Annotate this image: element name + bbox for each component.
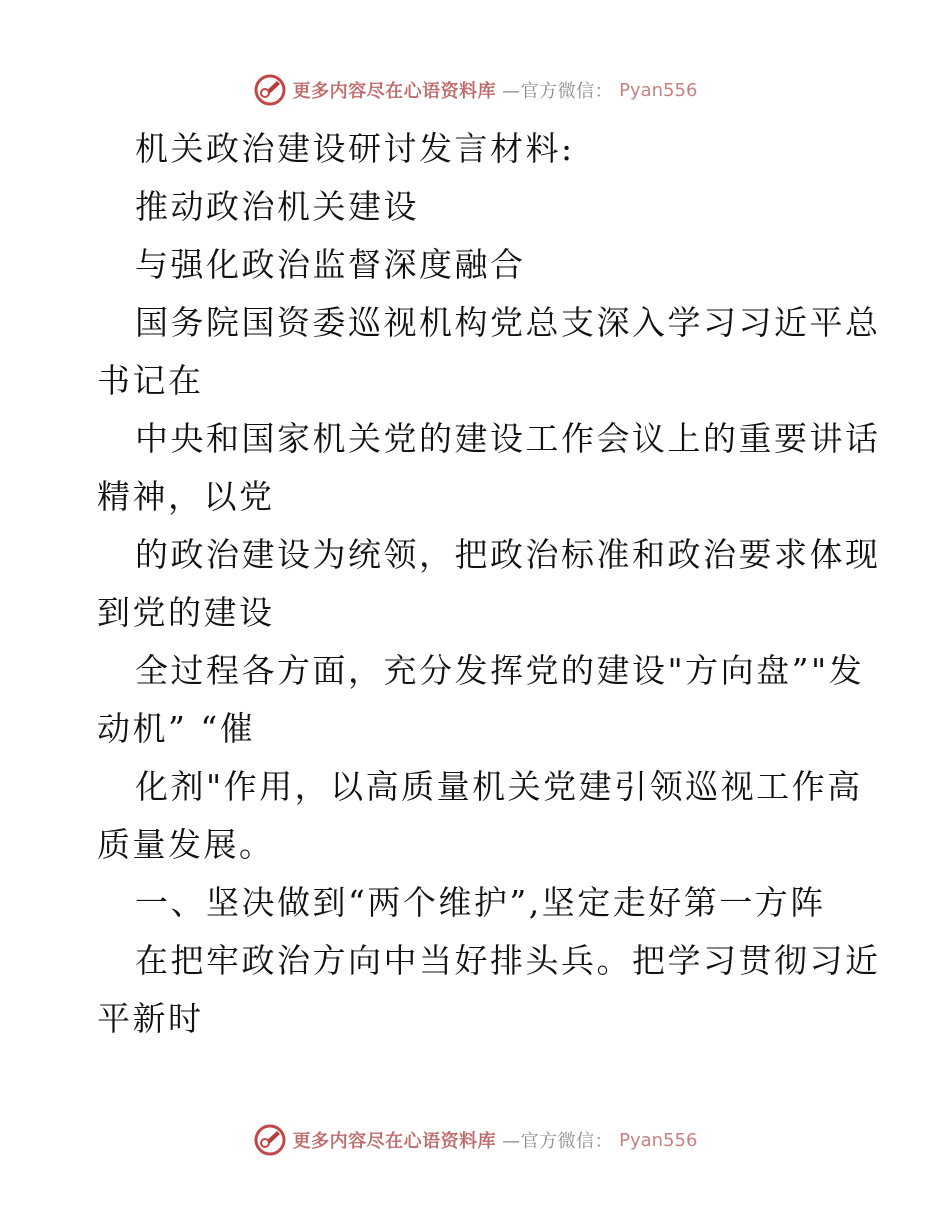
paragraph-line: 精神，以党	[97, 477, 275, 516]
logo-icon	[253, 73, 287, 107]
paragraph-line: 的政治建设为统领，把政治标准和政治要求体现	[135, 535, 881, 574]
paragraph-line: 质量发展。	[97, 825, 275, 864]
watermark-id-text: Pyan556	[619, 1129, 698, 1151]
paragraph-line: 到党的建设	[97, 593, 275, 632]
section-heading: 一、坚决做到“两个维护”,坚定走好第一方阵	[135, 883, 826, 922]
paragraph-line: 在把牢政治方向中当好排头兵。把学习贯彻习近	[135, 941, 881, 980]
watermark-header	[0, 70, 950, 110]
paragraph-line: 国务院国资委巡视机构党总支深入学习习近平总	[135, 303, 881, 342]
paragraph-line: 动机” “催	[97, 709, 256, 748]
doc-subtitle-line-1: 推动政治机关建设	[135, 187, 419, 226]
watermark-main-text: 更多内容尽在心语资料库	[292, 1131, 497, 1152]
watermark-main-text: 更多内容尽在心语资料库	[292, 81, 497, 102]
document-body	[97, 120, 881, 1048]
doc-subtitle-line-2: 与强化政治监督深度融合	[135, 245, 526, 284]
doc-title: 机关政治建设研讨发言材料:	[135, 129, 575, 168]
watermark-sub-text: —官方微信：	[502, 81, 614, 102]
watermark-sub-text: —官方微信：	[502, 1131, 614, 1152]
paragraph-line: 中央和国家机关党的建设工作会议上的重要讲话	[135, 419, 881, 458]
logo-icon	[253, 1123, 287, 1157]
paragraph-line: 平新时	[97, 999, 204, 1038]
paragraph-line: 全过程各方面，充分发挥党的建设"方向盘”"发	[135, 651, 865, 690]
paragraph-line: 化剂"作用，以高质量机关党建引领巡视工作高	[135, 767, 863, 806]
paragraph-line: 书记在	[97, 361, 204, 400]
watermark-id-text: Pyan556	[619, 79, 698, 101]
watermark-footer	[0, 1120, 950, 1160]
